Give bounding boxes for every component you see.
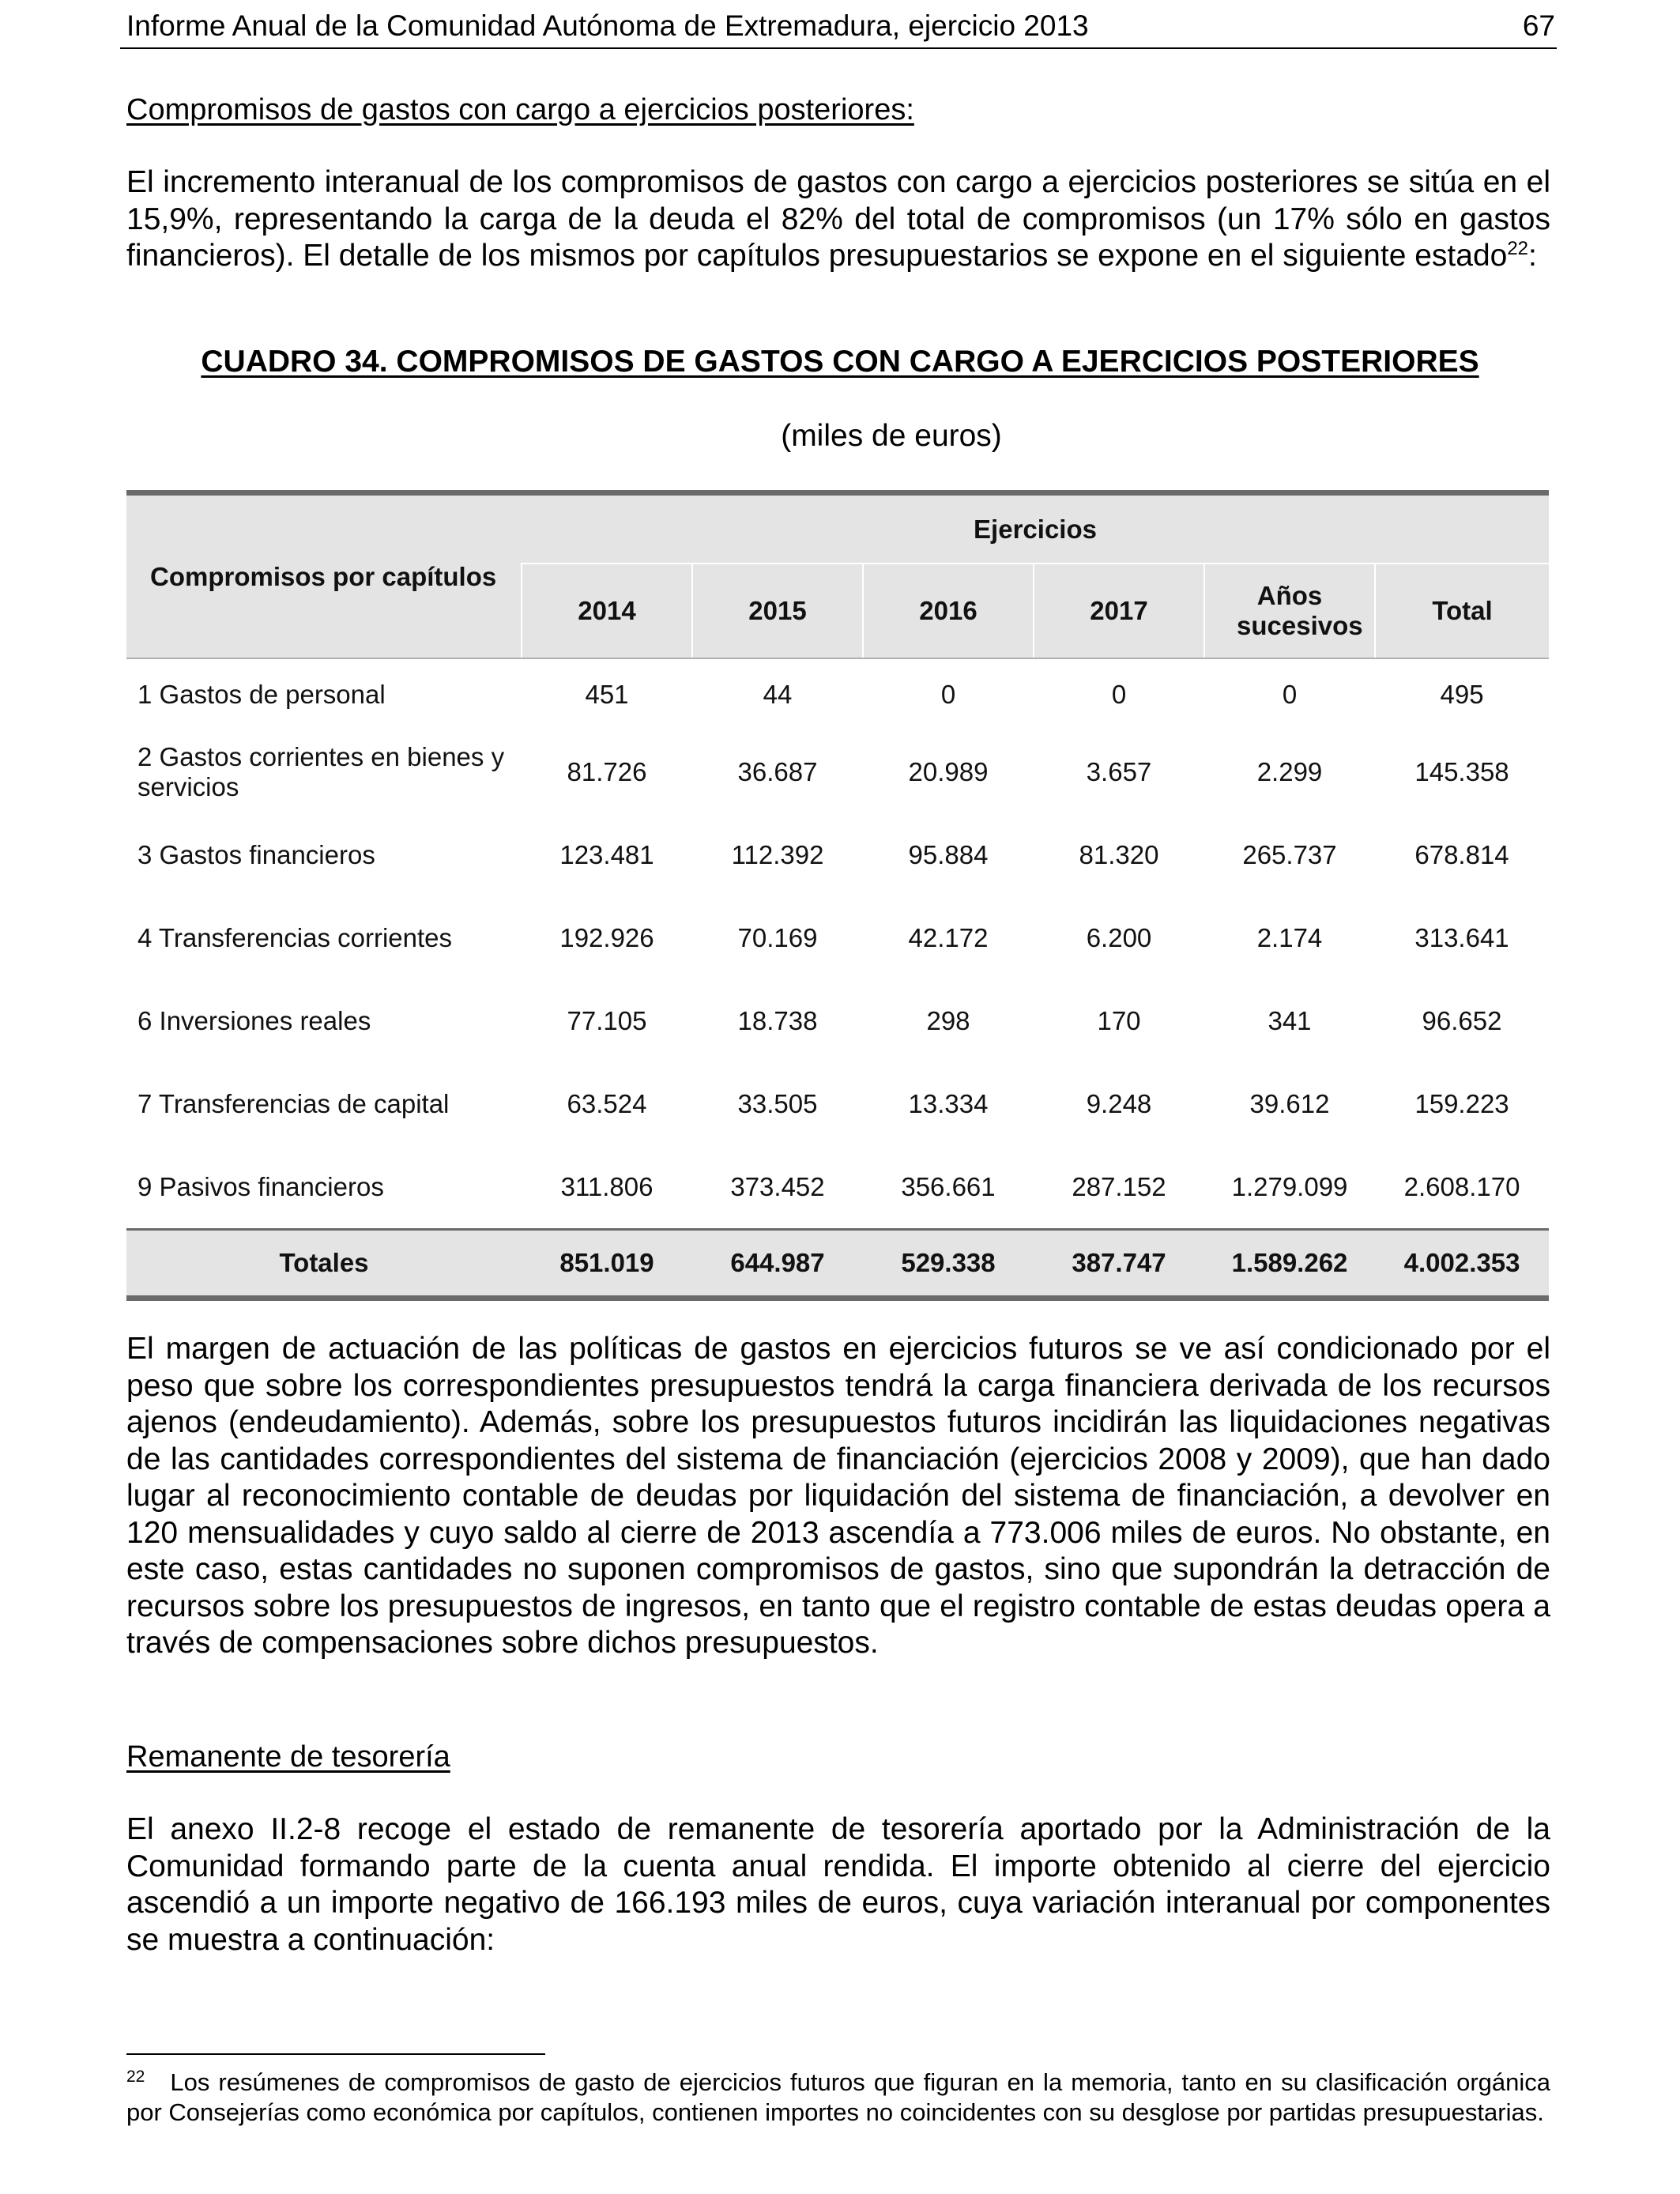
cell-value: 341 — [1268, 1005, 1312, 1035]
cell-value: 44 — [763, 680, 793, 709]
cell-value: 70.169 — [737, 922, 818, 952]
row-label: 1 Gastos de personal — [137, 680, 386, 709]
cell-value: 159.223 — [1414, 1088, 1509, 1118]
cell-value: 145.358 — [1414, 756, 1509, 786]
header-compromisos-por-capitulos: Compromisos por capítulos — [126, 493, 522, 659]
cell-value: 20.989 — [908, 756, 989, 786]
remanente-paragraph: El anexo II.2-8 recoge el estado de remanente de tesorería aportado por la Administración de la Comunidad formando parte de la cuenta anual rendida. El importe obtenido al cierre del ejercicio ascendió a un importe negativo de 166.193 miles de euros, cuya variación interanual por componentes se muestra a continuación: — [126, 1812, 1550, 1957]
table-unit: (miles de euros) — [781, 419, 1002, 453]
row-label: 9 Pasivos financieros — [137, 1171, 384, 1201]
header-rule — [120, 47, 1557, 49]
header-col-total: Total — [1375, 564, 1549, 658]
row-label: 2 Gastos corrientes en bienes y servicios — [137, 741, 505, 801]
table-row — [126, 658, 1549, 730]
cell-value: 298 — [926, 1005, 970, 1035]
header-col-2015: 2015 — [692, 564, 863, 658]
totals-row — [126, 1230, 1549, 1299]
total-value: 387.747 — [1034, 1230, 1204, 1299]
row-label: 3 Gastos financieros — [137, 839, 375, 869]
footnote-separator — [126, 2053, 545, 2055]
cell-value: 192.926 — [559, 922, 654, 952]
cell-value: 63.524 — [567, 1088, 647, 1118]
cell-value: 451 — [585, 680, 629, 709]
intro-paragraph-end: : — [1528, 239, 1537, 273]
intro-paragraph-text: El incremento interanual de los compromisos de gastos con cargo a ejercicios posteriores se sitúa en el 15,9%, representando la carga de la deuda el 82% del total de compromisos (un 17% sólo en gastos financieros). El detalle de los mismos por capítulos presupuestarios se expone en el siguiente estado — [126, 165, 1550, 273]
cell-value: 9.248 — [1086, 1088, 1152, 1118]
cell-value: 36.687 — [737, 756, 818, 786]
cell-value: 33.505 — [737, 1088, 818, 1118]
totals-label: Totales — [126, 1230, 522, 1299]
cell-value: 95.884 — [908, 839, 989, 869]
footnote-text: Los resúmenes de compromisos de gasto de ejercicios futuros que figuran en la memoria, tanto en su clasificación orgánica por Consejerías como económica por capítulos, contienen importes no coincidentes con su desglose por partidas presupuestarias. — [126, 2068, 1550, 2126]
header-ejercicios: Ejercicios — [522, 493, 1549, 564]
cell-value: 1.279.099 — [1231, 1171, 1348, 1201]
cell-value: 13.334 — [908, 1088, 989, 1118]
cell-value: 287.152 — [1072, 1171, 1166, 1201]
table-row — [126, 813, 1549, 896]
cell-value: 81.726 — [567, 756, 647, 786]
cell-value: 2.174 — [1256, 922, 1323, 952]
table-title-text: CUADRO 34. COMPROMISOS DE GASTOS CON CARGO A EJERCICIOS POSTERIORES — [201, 345, 1479, 379]
table-header — [126, 493, 1549, 659]
cell-value: 495 — [1440, 680, 1484, 709]
total-value: 529.338 — [863, 1230, 1034, 1299]
intro-paragraph — [126, 164, 1550, 275]
cell-value: 112.392 — [731, 839, 824, 869]
cell-value: 313.641 — [1414, 922, 1509, 952]
header-title: Informe Anual de la Comunidad Autónoma de Extremadura, ejercicio 2013 — [126, 9, 1089, 42]
page-number: 67 — [1522, 9, 1555, 42]
section-heading-compromisos: Compromisos de gastos con cargo a ejercicios posteriores: — [126, 93, 914, 126]
cell-value: 678.814 — [1414, 839, 1509, 869]
cell-value: 0 — [1111, 680, 1127, 709]
cell-value: 81.320 — [1079, 839, 1159, 869]
footnote — [126, 2068, 1550, 2128]
footnote-reference[interactable]: 22 — [1507, 238, 1529, 259]
cell-value: 2.299 — [1256, 756, 1323, 786]
cell-value: 18.738 — [737, 1005, 818, 1035]
commitments-table — [126, 490, 1549, 1301]
total-value: 851.019 — [522, 1230, 692, 1299]
table-row — [126, 896, 1549, 979]
header-col-2014: 2014 — [522, 564, 692, 658]
cell-value: 373.452 — [730, 1171, 825, 1201]
cell-value: 0 — [940, 680, 956, 709]
running-header — [126, 8, 1555, 44]
table-body — [126, 658, 1549, 1299]
cell-value: 42.172 — [908, 922, 989, 952]
cell-value: 77.105 — [567, 1005, 647, 1035]
cell-value: 6.200 — [1086, 922, 1152, 952]
total-value: 4.002.353 — [1375, 1230, 1549, 1299]
table-row — [126, 1145, 1549, 1230]
section-heading-remanente: Remanente de tesorería — [126, 1740, 450, 1774]
cell-value: 170 — [1097, 1005, 1141, 1035]
table-row — [126, 1062, 1549, 1145]
cell-value: 0 — [1282, 680, 1298, 709]
cell-value: 96.652 — [1422, 1005, 1502, 1035]
row-label: 6 Inversiones reales — [137, 1005, 371, 1035]
footnote-number: 22 — [126, 2067, 145, 2086]
total-value: 1.589.262 — [1204, 1230, 1375, 1299]
header-col-2016: 2016 — [863, 564, 1034, 658]
row-label: 4 Transferencias corrientes — [137, 922, 453, 952]
cell-value: 3.657 — [1086, 756, 1152, 786]
cell-value: 265.737 — [1242, 839, 1337, 869]
total-value: 644.987 — [692, 1230, 863, 1299]
cell-value: 39.612 — [1249, 1088, 1330, 1118]
cell-value: 356.661 — [901, 1171, 996, 1201]
cell-value: 2.608.170 — [1403, 1171, 1520, 1201]
table-row — [126, 979, 1549, 1062]
cell-value: 123.481 — [559, 839, 654, 869]
header-col-2017: 2017 — [1034, 564, 1204, 658]
margin-paragraph: El margen de actuación de las políticas de gastos en ejercicios futuros se ve así condicionado por el peso que sobre los correspondientes presupuestos tendrá la carga financiera derivada de los recursos ajenos (endeudamiento). Además, sobre los presupuestos futuros incidirán las liquidaciones negativas de las cantidades correspondientes del sistema de financiación (ejercicios 2008 y 2009), que han dado lugar al reconocimiento contable de deudas por liquidación del sistema de financiación, a devolver en 120 mensualidades y cuyo saldo al cierre de 2013 ascendía a 773.006 miles de euros. No obstante, en este caso, estas cantidades no suponen compromisos de gastos, sino que supondrán la detracción de recursos sobre los presupuestos de ingresos, en tanto que el registro contable de estas deudas opera a través de compensaciones sobre dichos presupuestos. — [126, 1332, 1550, 1660]
table-title — [0, 343, 1680, 381]
cell-value: 311.806 — [560, 1171, 654, 1201]
table-row — [126, 730, 1549, 813]
header-col-anos-sucesivos: Años sucesivos — [1204, 564, 1375, 658]
row-label: 7 Transferencias de capital — [137, 1088, 450, 1118]
